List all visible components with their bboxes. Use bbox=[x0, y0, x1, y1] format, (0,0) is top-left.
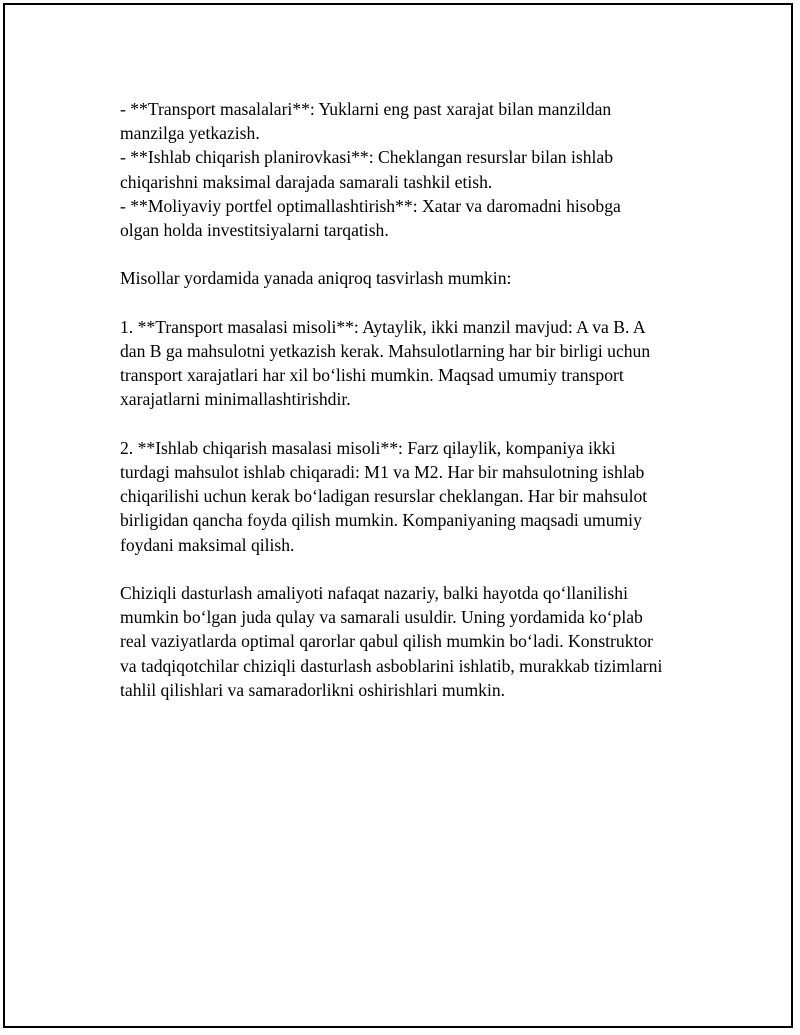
text-line: real vaziyatlarda optimal qarorlar qabul qilish mumkin bo‘ladi. Konstruktor bbox=[120, 631, 654, 652]
text-line: 1. **Transport masalasi misoli**: Aytaylik, ikki manzil mavjud: A va B. A bbox=[120, 316, 646, 337]
text-line: manzilga yetkazish. bbox=[120, 123, 260, 144]
text-line: 2. **Ishlab chiqarish masalasi misoli**: Farz qilaylik, kompaniya ikki bbox=[120, 437, 616, 458]
text-line: transport xarajatlari har xil bo‘lishi mumkin. Maqsad umumiy transport bbox=[120, 365, 624, 386]
text-line: xarajatlarni minimallashtirishdir. bbox=[120, 389, 351, 410]
text-line: - **Ishlab chiqarish planirovkasi**: Cheklangan resurslar bilan ishlab bbox=[120, 147, 613, 168]
document-page bbox=[3, 3, 793, 1028]
text-line: tahlil qilishlari va samaradorlikni oshirishlari mumkin. bbox=[120, 679, 506, 700]
text-line: foydani maksimal qilish. bbox=[120, 534, 295, 555]
text-line: mumkin bo‘lgan juda qulay va samarali usuldir. Uning yordamida ko‘plab bbox=[120, 607, 643, 628]
text-line: birligidan qancha foyda qilish mumkin. Kompaniyaning maqsadi umumiy bbox=[120, 510, 642, 531]
production-example-paragraph bbox=[120, 436, 705, 557]
text-line: chiqarilishi uchun kerak bo‘ladigan resurslar cheklangan. Har bir mahsulot bbox=[120, 486, 648, 507]
text-line: Chiziqli dasturlash amaliyoti nafaqat nazariy, balki hayotda qo‘llanilishi bbox=[120, 583, 628, 603]
text-line: olgan holda investitsiyalarni tarqatish. bbox=[120, 220, 389, 241]
text-line: va tadqiqotchilar chiziqli dasturlash asboblarini ishlatib, murakkab tizimlarni bbox=[120, 655, 663, 676]
text-line: chiqarishni maksimal darajada samarali tashkil etish. bbox=[120, 171, 493, 192]
conclusion-paragraph bbox=[120, 581, 705, 702]
text-line: - **Transport masalalari**: Yuklarni eng past xarajat bilan manzildan bbox=[120, 99, 612, 119]
text-line: turdagi mahsulot ishlab chiqaradi: M1 va M2. Har bir mahsulotning ishlab bbox=[120, 462, 645, 482]
applications-list bbox=[120, 97, 705, 242]
text-line: - **Moliyaviy portfel optimallashtirish**: Xatar va daromadni hisobga bbox=[120, 195, 621, 216]
text-line: dan B ga mahsulotni yetkazish kerak. Mahsulotlarning har bir birligi uchun bbox=[120, 341, 651, 361]
text-line: Misollar yordamida yanada aniqroq tasvirlash mumkin: bbox=[120, 268, 512, 289]
examples-intro-paragraph bbox=[120, 266, 705, 290]
transport-example-paragraph bbox=[120, 315, 705, 412]
document-body bbox=[120, 97, 705, 702]
